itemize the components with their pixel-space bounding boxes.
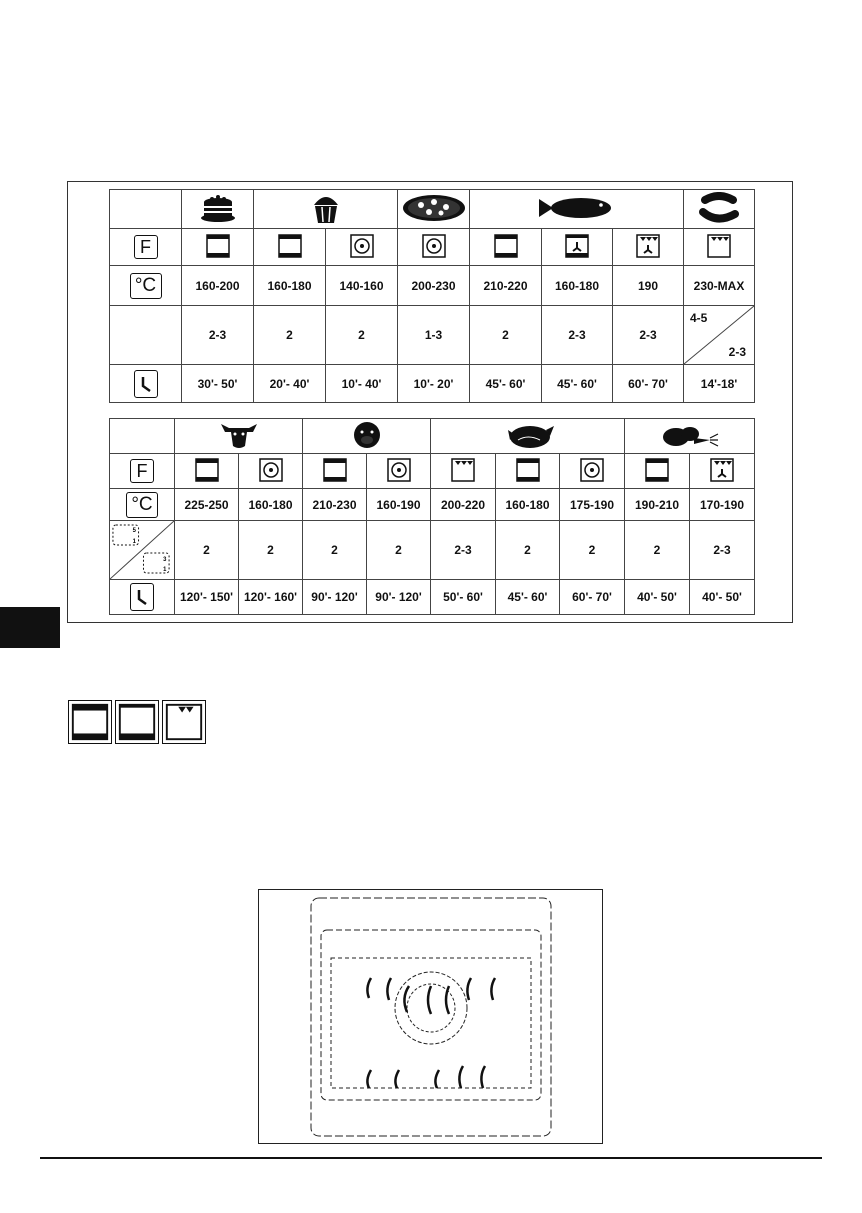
c-label-cell (110, 266, 182, 306)
time-cell: 45'- 60' (470, 365, 542, 403)
temp-cell: 225-250 (175, 489, 239, 521)
temperature-row (110, 266, 755, 306)
clock-label-cell (110, 365, 182, 403)
shelf-split-cell (684, 306, 755, 365)
time-row (110, 580, 755, 615)
shelf-cell: 1-3 (398, 306, 470, 365)
shelf-row (110, 306, 755, 365)
shelf-cell: 2 (326, 306, 398, 365)
shelf-cell: 2-3 (613, 306, 684, 365)
svg-text:5: 5 (132, 527, 136, 535)
time-cell: 45'- 60' (496, 580, 560, 615)
static-oven-icon (496, 454, 560, 489)
time-cell: 10'- 40' (326, 365, 398, 403)
oven-airflow-diagram (258, 889, 603, 1144)
shelf-cell: 2 (560, 521, 625, 580)
shelf-label-cell (110, 521, 175, 580)
c-label-cell (110, 489, 175, 521)
fan-oven-icon (560, 454, 625, 489)
shelf-cell: 2-3 (542, 306, 613, 365)
time-cell: 90'- 120' (303, 580, 367, 615)
temp-cell: 210-220 (470, 266, 542, 306)
static-oven-icon (175, 454, 239, 489)
clock-label-cell (110, 580, 175, 615)
beef-icon (175, 419, 303, 454)
shelf-cell: 2-3 (431, 521, 496, 580)
temp-cell: 200-230 (398, 266, 470, 306)
shelf-label-cell (110, 306, 182, 365)
temperature-row (110, 489, 755, 521)
svg-text:1: 1 (163, 566, 167, 574)
time-cell: 120'- 160' (239, 580, 303, 615)
time-cell: 30'- 50' (182, 365, 254, 403)
sausage-icon (684, 190, 755, 229)
fan-bottom-icon (542, 229, 613, 266)
empty-cell (110, 190, 182, 229)
grill-icon (431, 454, 496, 489)
time-cell: 90'- 120' (367, 580, 431, 615)
function-row (110, 229, 755, 266)
static-oven-icon (254, 229, 326, 266)
temp-cell: 170-190 (690, 489, 755, 521)
cooking-table-2 (109, 418, 755, 615)
shelf-top-value: 4-5 (690, 311, 708, 325)
temp-cell: 175-190 (560, 489, 625, 521)
chicken-icon (431, 419, 625, 454)
temp-cell: 160-180 (239, 489, 303, 521)
food-row (110, 190, 755, 229)
temp-cell: 160-180 (254, 266, 326, 306)
temp-cell: 190-210 (625, 489, 690, 521)
function-icon-label: F (130, 459, 154, 483)
shelf-cell: 2 (175, 521, 239, 580)
static-oven-icon (303, 454, 367, 489)
temperature-label: °C (130, 273, 162, 299)
temp-cell: 160-180 (542, 266, 613, 306)
fish-icon (470, 190, 684, 229)
time-row (110, 365, 755, 403)
temp-cell: 190 (613, 266, 684, 306)
lamb-icon (303, 419, 431, 454)
temp-cell: 160-200 (182, 266, 254, 306)
f-label-cell (110, 229, 182, 266)
cake-icon (182, 190, 254, 229)
time-cell: 20'- 40' (254, 365, 326, 403)
shelf-bottom-value: 2-3 (728, 345, 746, 359)
time-cell: 60'- 70' (613, 365, 684, 403)
shelf-cell: 2-3 (690, 521, 755, 580)
grill-fan-icon (613, 229, 684, 266)
static-oven-icon (68, 700, 112, 744)
time-cell: 10'- 20' (398, 365, 470, 403)
svg-text:1: 1 (132, 538, 136, 546)
time-cell: 120'- 150' (175, 580, 239, 615)
svg-text:3: 3 (163, 556, 167, 564)
static-oven-icon (182, 229, 254, 266)
bottom-heat-icon (115, 700, 159, 744)
static-oven-icon (625, 454, 690, 489)
temperature-label: °C (126, 492, 158, 518)
section-tab-marker (0, 607, 60, 648)
shelf-cell: 2 (496, 521, 560, 580)
shelf-cell: 2 (625, 521, 690, 580)
shelf-cell: 2 (470, 306, 542, 365)
temp-cell: 210-230 (303, 489, 367, 521)
cooking-table-1 (109, 189, 755, 403)
static-oven-icon (470, 229, 542, 266)
clock-icon (134, 370, 158, 398)
grill-icon (162, 700, 206, 744)
pizza-icon (398, 190, 470, 229)
fan-oven-icon (239, 454, 303, 489)
muffin-icon (254, 190, 398, 229)
footer-rule (40, 1157, 822, 1159)
time-cell: 40'- 50' (690, 580, 755, 615)
food-row (110, 419, 755, 454)
vegetables-icon (625, 419, 755, 454)
shelf-cell: 2 (367, 521, 431, 580)
time-cell: 40'- 50' (625, 580, 690, 615)
grill-fan-icon (690, 454, 755, 489)
function-icon-label: F (134, 235, 158, 259)
shelf-row (110, 521, 755, 580)
fan-oven-icon (367, 454, 431, 489)
fan-oven-icon (326, 229, 398, 266)
shelf-position-icon (110, 521, 174, 579)
clock-icon (130, 583, 154, 611)
shelf-cell: 2 (239, 521, 303, 580)
time-cell: 45'- 60' (542, 365, 613, 403)
grill-icon (684, 229, 755, 266)
temp-cell: 160-190 (367, 489, 431, 521)
shelf-cell: 2-3 (182, 306, 254, 365)
temp-cell: 230-MAX (684, 266, 755, 306)
shelf-cell: 2 (303, 521, 367, 580)
function-icons-row (68, 700, 206, 744)
f-label-cell (110, 454, 175, 489)
function-row (110, 454, 755, 489)
time-cell: 60'- 70' (560, 580, 625, 615)
fan-oven-icon (398, 229, 470, 266)
time-cell: 50'- 60' (431, 580, 496, 615)
empty-cell (110, 419, 175, 454)
time-cell: 14'-18' (684, 365, 755, 403)
temp-cell: 200-220 (431, 489, 496, 521)
temp-cell: 160-180 (496, 489, 560, 521)
temp-cell: 140-160 (326, 266, 398, 306)
shelf-cell: 2 (254, 306, 326, 365)
